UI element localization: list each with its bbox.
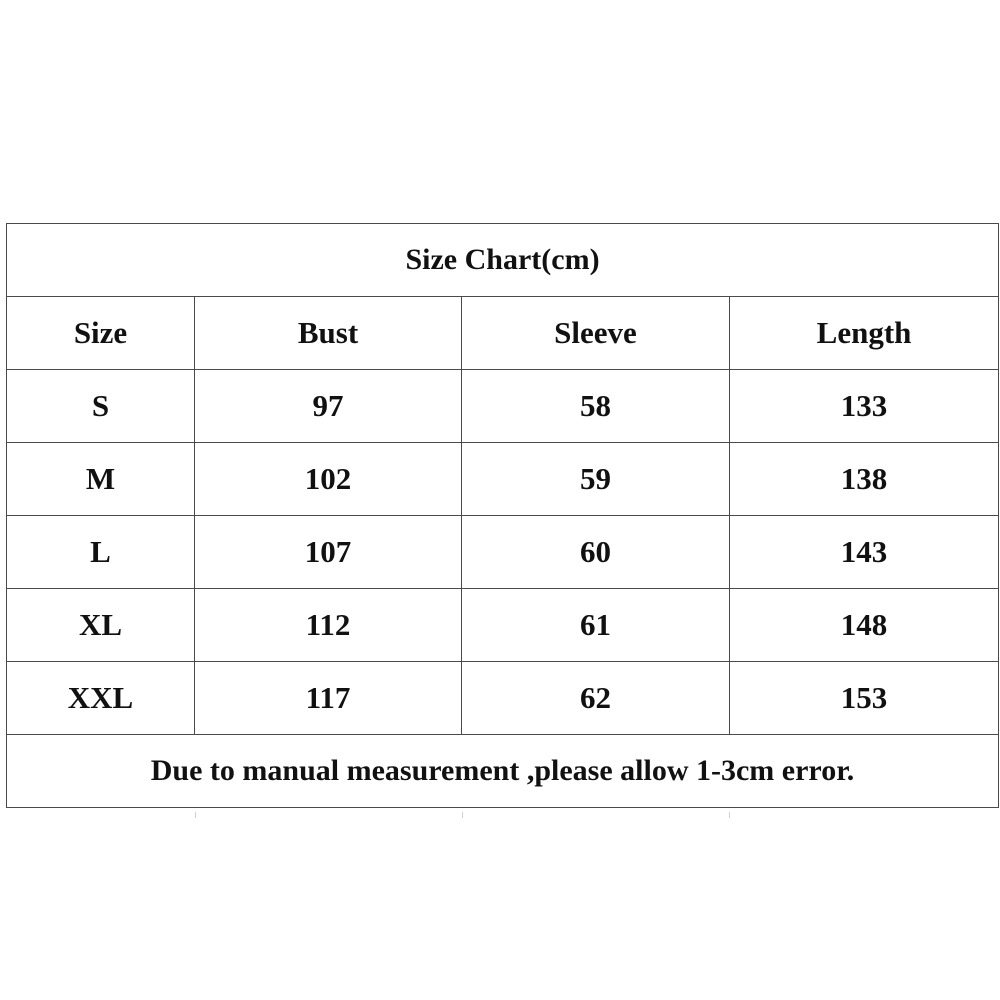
measurement-note: Due to manual measurement ,please allow 1-3cm error. — [7, 735, 999, 808]
length-cell: 133 — [730, 370, 999, 443]
length-cell: 138 — [730, 443, 999, 516]
sleeve-cell: 61 — [462, 589, 730, 662]
size-cell: S — [7, 370, 195, 443]
table-title: Size Chart(cm) — [7, 224, 999, 297]
size-cell: L — [7, 516, 195, 589]
size-chart-table — [6, 223, 999, 808]
table-row — [7, 589, 999, 662]
note-row — [7, 735, 999, 808]
size-cell: XL — [7, 589, 195, 662]
header-row — [7, 297, 999, 370]
bust-cell: 112 — [195, 589, 462, 662]
sleeve-cell: 60 — [462, 516, 730, 589]
header-size: Size — [7, 297, 195, 370]
length-cell: 153 — [730, 662, 999, 735]
bust-cell: 97 — [195, 370, 462, 443]
header-bust: Bust — [195, 297, 462, 370]
grid-tick — [729, 812, 730, 818]
header-sleeve: Sleeve — [462, 297, 730, 370]
table-row — [7, 516, 999, 589]
length-cell: 148 — [730, 589, 999, 662]
sleeve-cell: 59 — [462, 443, 730, 516]
table-row — [7, 443, 999, 516]
title-row — [7, 224, 999, 297]
grid-tick — [195, 812, 196, 818]
bust-cell: 107 — [195, 516, 462, 589]
length-cell: 143 — [730, 516, 999, 589]
bust-cell: 117 — [195, 662, 462, 735]
grid-tick — [462, 812, 463, 818]
sleeve-cell: 62 — [462, 662, 730, 735]
sleeve-cell: 58 — [462, 370, 730, 443]
size-cell: M — [7, 443, 195, 516]
bust-cell: 102 — [195, 443, 462, 516]
table-row — [7, 662, 999, 735]
size-cell: XXL — [7, 662, 195, 735]
table-row — [7, 370, 999, 443]
header-length: Length — [730, 297, 999, 370]
